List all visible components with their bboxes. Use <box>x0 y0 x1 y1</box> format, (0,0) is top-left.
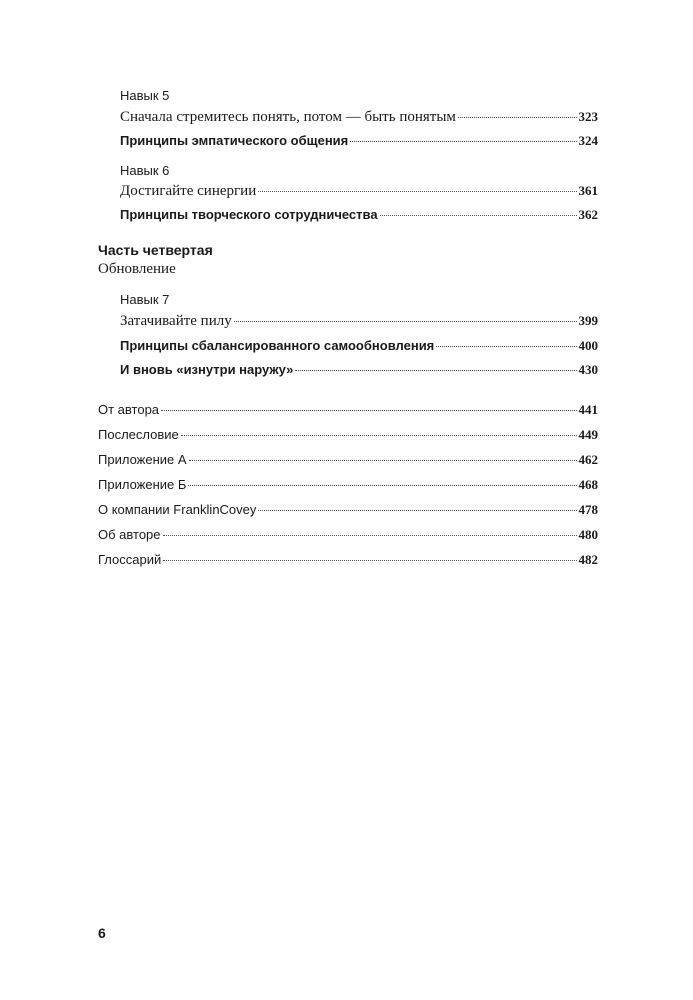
toc-entry-inside-out[interactable] <box>120 362 598 378</box>
toc-entry-title: Об авторе <box>98 527 161 542</box>
toc-entry-title: Послесловие <box>98 427 179 442</box>
toc-entry-back-matter[interactable] <box>98 502 598 518</box>
toc-entry-page: 430 <box>578 362 598 377</box>
toc-entry-title: Принципы сбалансированного самообновления <box>120 338 435 353</box>
toc-entry-back-matter[interactable] <box>98 477 598 493</box>
leader-dots <box>163 560 576 561</box>
toc-entry-page: 399 <box>578 313 598 328</box>
leader-dots <box>188 485 576 486</box>
part-subtitle: Обновление <box>98 261 176 277</box>
toc-entry-page: 323 <box>578 109 598 124</box>
toc-entry-back-matter[interactable] <box>98 552 598 568</box>
toc-entry-title: И вновь «изнутри наружу» <box>120 362 294 377</box>
leader-dots <box>163 535 577 536</box>
leader-dots <box>350 141 576 142</box>
leader-dots <box>161 410 576 411</box>
toc-entry-habit-7-principles[interactable] <box>120 338 598 354</box>
toc-entry-habit-6[interactable] <box>120 183 598 200</box>
toc-entry-title: Сначала стремитесь понять, потом — быть понятым <box>120 109 456 125</box>
leader-dots <box>234 321 577 322</box>
leader-dots <box>181 435 577 436</box>
leader-dots <box>258 510 576 511</box>
toc-entry-page: 324 <box>578 133 598 148</box>
toc-entry-title: Приложение А <box>98 452 187 467</box>
toc-entry-page: 449 <box>578 427 598 442</box>
toc-entry-page: 441 <box>578 402 598 417</box>
toc-entry-page: 462 <box>578 452 598 467</box>
leader-dots <box>189 460 577 461</box>
leader-dots <box>258 191 576 192</box>
toc-entry-title: О компании FranklinCovey <box>98 502 257 517</box>
leader-dots <box>458 117 577 118</box>
toc-entry-page: 482 <box>578 552 598 567</box>
toc-entry-title: Принципы эмпатического общения <box>120 133 349 148</box>
toc-entry-back-matter[interactable] <box>98 402 598 418</box>
toc-entry-page: 362 <box>578 207 598 222</box>
toc-entry-title: Затачивайте пилу <box>120 313 232 329</box>
toc-entry-title: От автора <box>98 402 160 417</box>
toc-entry-title: Глоссарий <box>98 552 162 567</box>
toc-entry-back-matter[interactable] <box>98 527 598 543</box>
toc-entry-title: Достигайте синергии <box>120 183 257 199</box>
leader-dots <box>436 346 576 347</box>
toc-entry-habit-5[interactable] <box>120 109 598 126</box>
toc-entry-page: 361 <box>578 183 598 198</box>
habit-6-label: Навык 6 <box>120 163 170 178</box>
toc-entry-back-matter[interactable] <box>98 427 598 443</box>
toc-entry-habit-6-principles[interactable] <box>120 207 598 223</box>
toc-entry-page: 468 <box>578 477 598 492</box>
toc-entry-page: 400 <box>578 338 598 353</box>
toc-entry-page: 480 <box>578 527 598 542</box>
leader-dots <box>380 215 577 216</box>
toc-entry-page: 478 <box>578 502 598 517</box>
page-number: 6 <box>98 925 106 941</box>
part-heading: Часть четвертая <box>98 242 213 258</box>
habit-5-label: Навык 5 <box>120 88 170 103</box>
leader-dots <box>295 370 576 371</box>
toc-entry-habit-5-principles[interactable] <box>120 133 598 149</box>
toc-entry-title: Приложение Б <box>98 477 187 492</box>
toc-entry-title: Принципы творческого сотрудничества <box>120 207 378 222</box>
toc-entry-habit-7[interactable] <box>120 313 598 330</box>
habit-7-label: Навык 7 <box>120 292 170 307</box>
toc-entry-back-matter[interactable] <box>98 452 598 468</box>
